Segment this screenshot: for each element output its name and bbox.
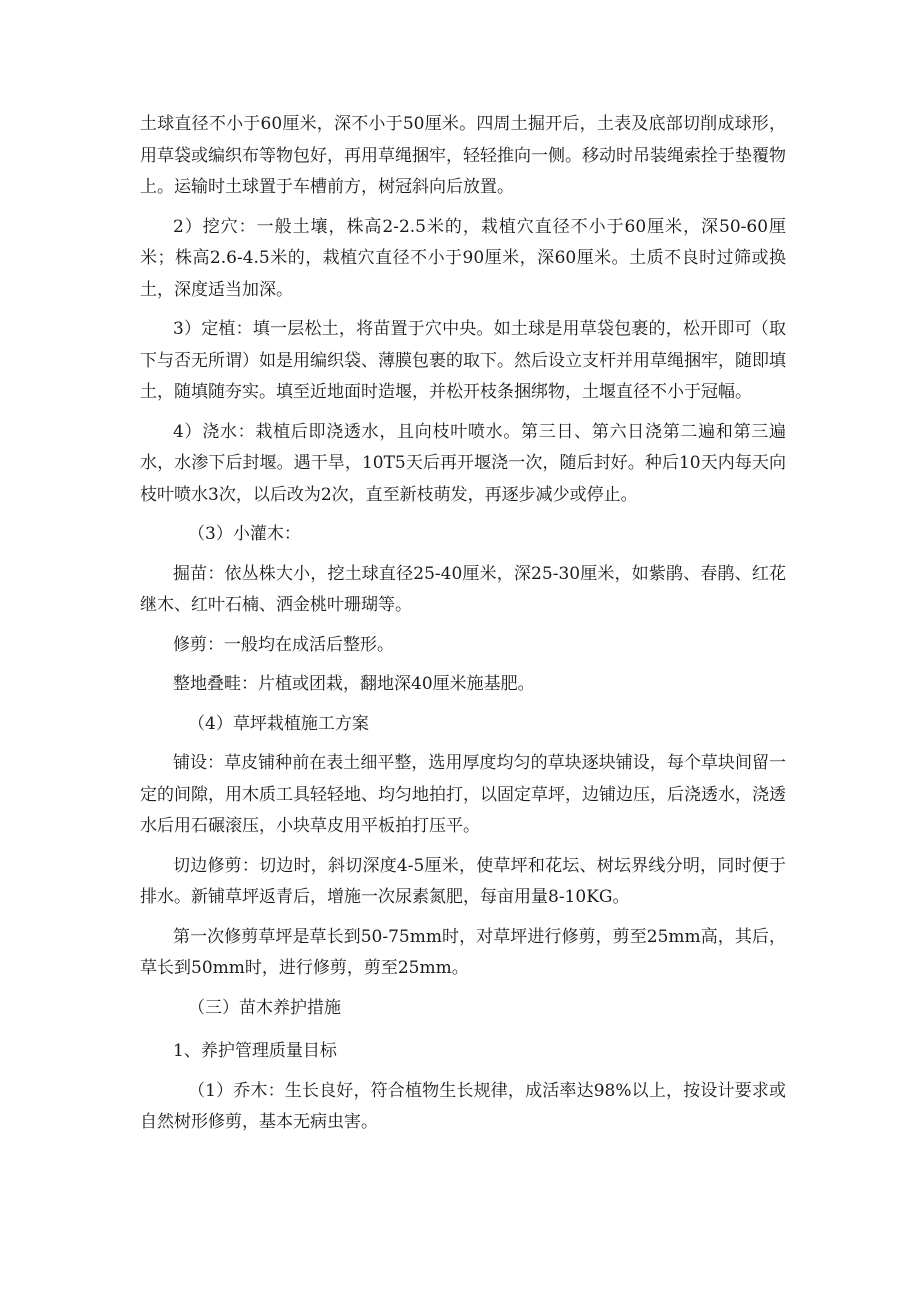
heading-small-shrubs: （3）小灌木： [188,524,301,544]
paragraph-pruning: 修剪：一般均在成活后整形。 [173,634,394,655]
paragraph-edge-trimming: 切边修剪：切边时，斜切深度4-5厘米，使草坪和花坛、树坛界线分明，同时便于排水。新铺草坪返青后，增施一次尿素氮肥，每亩用量8-10KG。 [140,855,786,907]
paragraph-digging-seedlings: 掘苗：依丛株大小，挖土球直径25-40厘米，深25-30厘米，如紫鹃、春鹃、红花继木、红叶石楠、洒金桃叶珊瑚等。 [140,563,786,615]
heading-lawn-plan: （4）草坪栽植施工方案 [188,713,369,734]
paragraph-trees-target: （1）乔木：生长良好，符合植物生长规律，成活率达98%以上，按设计要求或自然树形修剪，基本无病虫害。 [140,1080,786,1132]
paragraph-planting: 3）定植：填一层松土，将苗置于穴中央。如土球是用草袋包裹的，松开即可（取下与否无所谓）如是用编织袋、薄膜包裹的取下。然后设立支杆并用草绳捆牢，随即填土，随填随夯实。填至近地面时造堰，并松开枝条捆绑物，土堰直径不小于冠幅。 [140,319,786,402]
paragraph-laying-turf: 铺设：草皮铺种前在表土细平整，选用厚度均匀的草块逐块铺设，每个草块间留一定的间隙，用木质工具轻轻地、均匀地拍打，以固定草坪，边铺边压，后浇透水，浇透水后用石碾滚压，小块草皮用平板拍打压平。 [140,753,786,836]
paragraph-first-mowing: 第一次修剪草坪是草长到50-75mm时，对草坪进行修剪，剪至25mm高，其后，草长到50mm时，进行修剪，剪至25mm。 [140,926,786,978]
paragraph-soil-ball: 土球直径不小于60厘米，深不小于50厘米。四周土掘开后，土表及底部切削成球形，用草袋或编织布等物包好，再用草绳捆牢，轻轻推向一侧。移动时吊装绳索拴于垫覆物上。运输时土球置于车槽前方，树冠斜向后放置。 [140,114,786,197]
heading-quality-targets: 1、养护管理质量目标 [173,1041,337,1061]
heading-maintenance-measures: （三）苗木养护措施 [188,997,341,1018]
paragraph-watering: 4）浇水：栽植后即浇透水，且向枝叶喷水。第三日、第六日浇第二遍和第三遍水，水渗下后封堰。遇干旱，10T5天后再开堰浇一次，随后封好。种后10天内每天向枝叶喷水3次，以后改为2次，直至新枝萌发，再逐步减少或停止。 [140,421,786,505]
paragraph-bed-preparation: 整地叠畦：片植或团栽，翻地深40厘米施基肥。 [173,674,535,694]
paragraph-dig-hole: 2）挖穴：一般土壤，株高2-2.5米的，栽植穴直径不小于60厘米，深50-60厘米；株高2.6-4.5米的，栽植穴直径不小于90厘米，深60厘米。土质不良时过筛或换土，深度适当加深。 [140,216,786,300]
